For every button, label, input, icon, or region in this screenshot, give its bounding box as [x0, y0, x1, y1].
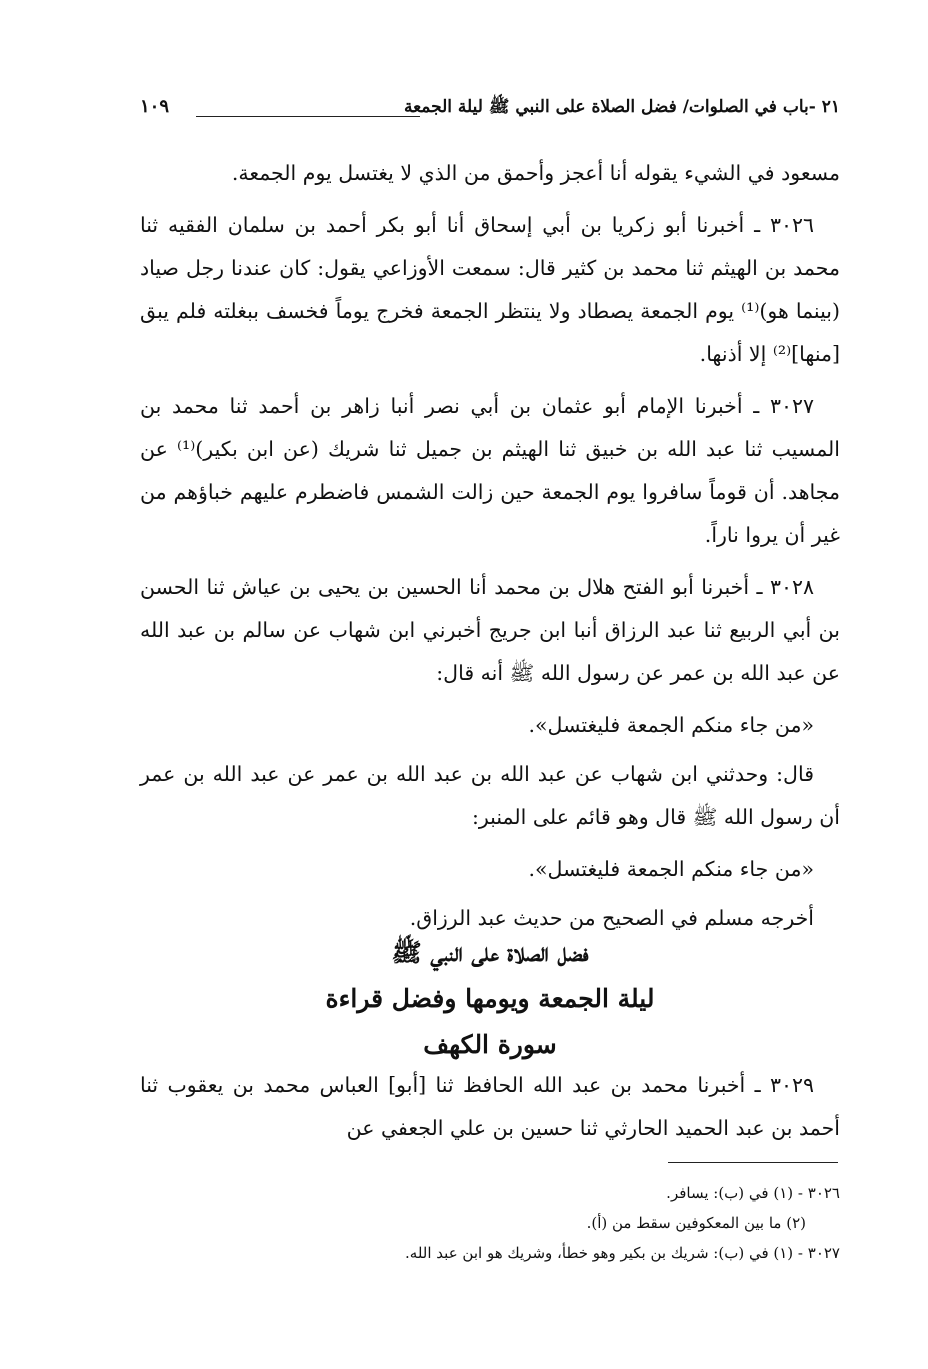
takhrij-note: أخرجه مسلم في الصحيح من حديث عبد الرزاق.: [409, 906, 814, 930]
chapter-title: [140, 930, 840, 1068]
chapter-title-line-3: سورة الكهف: [423, 1030, 557, 1059]
header-rule: [196, 116, 420, 117]
main-text-continued: [140, 1064, 840, 1159]
footnote-separator: [668, 1162, 838, 1163]
chapter-title-line-1: فضل الصلاة على النبي ﷺ: [391, 938, 589, 967]
footnote-3027-1: ٣٠٢٧ - (١) في (ب): شريك بن بكير وهو خطأ، وشريك هو ابن عبد الله.: [405, 1244, 840, 1262]
header-title: ٢١ -باب في الصلوات/ فضل الصلاة على النبي ﷺ ليلة الجمعة: [403, 97, 840, 117]
hadith-3026: ٣٠٢٦ ـ أخبرنا أبو زكريا بن أبي إسحاق أنا أبو بكر أحمد بن سلمان الفقيه ثنا محمد بن الهيثم ثنا محمد بن كثير قال: سمعت الأوزاعي يقول: كان عندنا رجل صياد (بينما هو)⁽¹⁾ يوم الجمعة يصطاد ولا ينتظر الجمعة فخرج يوماً فخسف ببغلته فلم يبق [منها]⁽²⁾ إلا أذنها.: [140, 213, 841, 366]
hadith-3027: ٣٠٢٧ ـ أخبرنا الإمام أبو عثمان بن أبي نصر أنبا زاهر بن أحمد ثنا محمد بن المسيب ثنا عبد الله بن خبيق ثنا الهيثم بن جميل ثنا شريك (عن ابن بكير)⁽¹⁾ عن مجاهد. أن قوماً سافروا يوم الجمعة حين زالت الشمس فاضطرم عليهم خباؤهم من غير أن يروا ناراً.: [140, 394, 840, 547]
page-number: ١٠٩: [140, 96, 170, 117]
running-header: [140, 96, 840, 132]
hadith-quote-1: «من جاء منكم الجمعة فليغتسل».: [528, 713, 814, 737]
paragraph-continuation: مسعود في الشيء يقوله أنا أعجز وأحمق من الذي لا يغتسل يوم الجمعة.: [231, 161, 840, 185]
footnote-3026-2: (٢) ما بين المعكوفين سقط من (أ).: [586, 1214, 806, 1232]
hadith-continuation: قال: وحدثني ابن شهاب عن عبد الله بن عبد الله بن عمر عن عبد الله بن عمر أن رسول الله ﷺ قال وهو قائم على المنبر:: [140, 762, 840, 829]
hadith-3029: ٣٠٢٩ ـ أخبرنا محمد بن عبد الله الحافظ ثنا [أبو] العباس محمد بن يعقوب ثنا أحمد بن عبد الحميد الحارثي ثنا حسين بن علي الجعفي عن: [140, 1073, 840, 1140]
hadith-quote-2: «من جاء منكم الجمعة فليغتسل».: [528, 857, 814, 881]
footnote-3026-1: ٣٠٢٦ - (١) في (ب): يسافر.: [666, 1184, 840, 1202]
hadith-3028: ٣٠٢٨ ـ أخبرنا أبو الفتح هلال بن محمد أنا الحسين بن يحيى بن عياش ثنا الحسن بن أبي الربيع ثنا عبد الرزاق أنبا ابن جريج أخبرني ابن شهاب عن سالم بن عبد الله عن عبد الله بن عمر عن رسول الله ﷺ أنه قال:: [140, 575, 840, 685]
chapter-title-line-2: ليلة الجمعة ويومها وفضل قراءة: [325, 984, 655, 1013]
main-text: [140, 152, 840, 946]
footnotes: [140, 1178, 840, 1268]
